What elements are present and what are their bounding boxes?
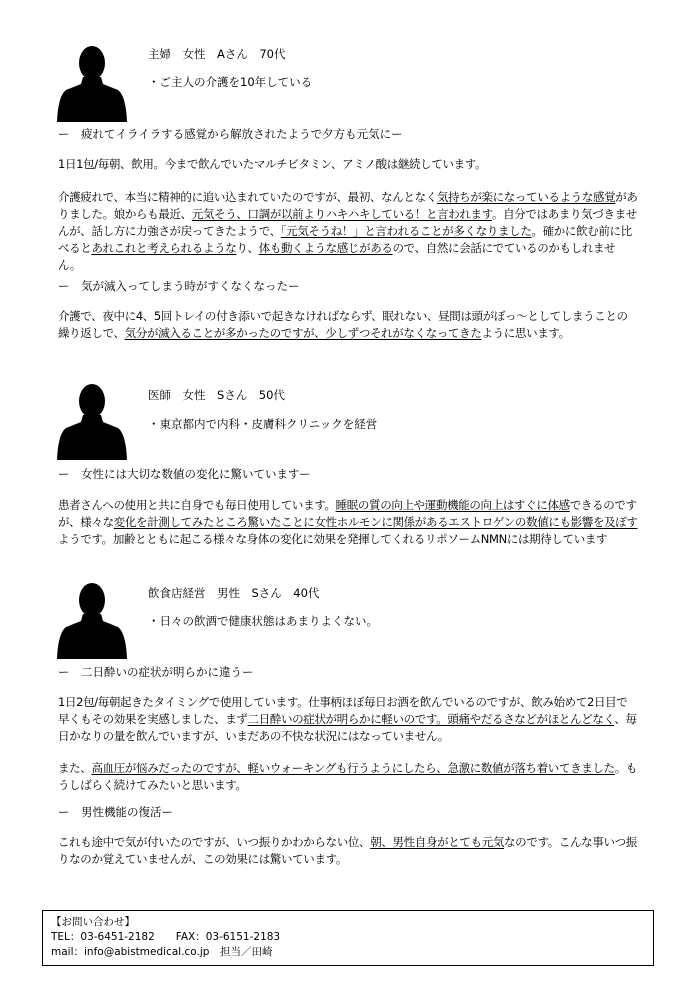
paragraph-text: 患者さんへの使用と共に自身でも毎日使用しています。 xyxy=(58,498,336,512)
heading-c1: ー 二日酔いの症状が明らかに違うー xyxy=(58,665,254,679)
underlined-text: 「元気そうね！」と言われることが多くなりました xyxy=(280,224,532,238)
contact-title: 【お問い合わせ】 xyxy=(51,916,135,928)
paragraph xyxy=(58,760,638,794)
paragraph-text: 。もうしばらく続けてみたいと思います。 xyxy=(58,761,638,792)
person-silhouette-icon xyxy=(56,581,128,659)
note-b: ・東京都内で内科・皮膚科クリニックを経営 xyxy=(148,417,378,431)
heading-a2: ー 気が滅入ってしまう時がすくなくなったー xyxy=(58,279,300,293)
paragraph-text: 。確かに飲む前に比べると xyxy=(58,224,632,255)
paragraph-text: 、毎日かなりの量を飲んでいますが、いまだあの不快な状況にはなっていません。 xyxy=(58,712,637,743)
paragraph xyxy=(58,156,638,173)
paragraph-text: 介護で、夜中に4、5回トレイの付き添いで起きなければならず、眠れない、昼間は頭がぼっ～としてしまうことの繰り返しで、 xyxy=(58,309,628,340)
underlined-text: 睡眠の質の向上や運動機能の向上はすぐに体感 xyxy=(335,498,570,512)
underlined-text: 高血圧が悩みだったのですが、軽いウォーキングも行うようにしたら、急激に数値が落ち着いてきました xyxy=(91,761,615,775)
profile-a: 主婦 女性 Aさん 70代 xyxy=(148,47,286,61)
paragraph-text: 1日1包/毎朝、飲用。今まで飲んでいたマルチビタミン、アミノ酸は継続しています。 xyxy=(58,157,487,171)
paragraph-text: ように思います。 xyxy=(481,326,570,340)
paragraph-text: 1日2包/毎朝起きたタイミングで使用しています。仕事柄ほぼ毎日お酒を飲んでいるのですが、飲み始めて2日目で早くもその効果を実感しました、まず xyxy=(58,695,628,726)
paragraph-text: また、 xyxy=(58,761,92,775)
paragraph-text: 介護疲れで、本当に精神的に追い込まれていたのですが、最初、なんとなく xyxy=(58,190,437,204)
note-a: ・ご主人の介護を10年している xyxy=(148,75,313,89)
underlined-text: 二日酔いの症状が明らかに軽いのです。頭痛やだるさなどがほとんどなく xyxy=(247,712,615,726)
profile-b: 医師 女性 Sさん 50代 xyxy=(148,388,285,402)
underlined-text: 変化を計測してみたところ驚いたことに女性ホルモンに関係があるエストロゲンの数値にも影響を及ぼす xyxy=(113,515,638,529)
paragraph xyxy=(58,308,638,342)
person-silhouette-icon xyxy=(56,44,128,122)
paragraph xyxy=(58,834,638,868)
underlined-text: 体も動くような感じがある xyxy=(258,241,393,255)
paragraph xyxy=(58,189,638,274)
person-silhouette-icon xyxy=(56,382,128,460)
paragraph-text: できるのですが、様々な xyxy=(58,498,637,529)
paragraph xyxy=(58,497,638,548)
underlined-text: 元気そう、口調が以前よりハキハキしている！と言われます xyxy=(191,207,492,221)
heading-b1: ー 女性には大切な数値の変化に驚いていますー xyxy=(58,467,311,481)
underlined-text: 朝、男性自身がとても元気 xyxy=(370,835,505,849)
underlined-text: あれこれと考えられるような xyxy=(91,241,237,255)
paragraph-text: り、 xyxy=(236,241,259,255)
paragraph xyxy=(58,694,638,745)
contact-box xyxy=(42,910,654,966)
note-c: ・日々の飲酒で健康状態はあまりよくない。 xyxy=(148,614,378,628)
paragraph-text: ので、自然に会話にでているのかもしれません。 xyxy=(58,241,616,272)
heading-a1: ー 疲れてイライラする感覚から解放されたようで夕方も元気にー xyxy=(58,127,403,141)
paragraph-text: 。自分ではあまり気づきませんが、話し方に力強さが戻ってきたようで、 xyxy=(58,207,637,238)
profile-c: 飲食店経営 男性 Sさん 40代 xyxy=(148,586,320,600)
heading-c2: ー 男性機能の復活ー xyxy=(58,805,173,819)
contact-mail: mail：info@abistmedical.co.jp 担当／田崎 xyxy=(51,946,273,958)
paragraph-text: なのです。こんな事いつ振りなのか覚えていませんが、この効果には驚いています。 xyxy=(58,835,637,866)
paragraph-text: がありました。娘からも最近、 xyxy=(58,190,638,221)
underlined-text: 気持ちが楽になっているような感覚 xyxy=(436,190,616,204)
paragraph-text: ようです。加齢とともに起こる様々な身体の変化に効果を発揮してくれるリポソームNMNには期待しています xyxy=(58,532,608,546)
contact-tel-fax: TEL：03-6451-2182 FAX：03-6151-2183 xyxy=(51,931,281,943)
underlined-text: 気分が滅入ることが多かったのですが、少しずつそれがなくなってきた xyxy=(124,326,482,340)
paragraph-text: これも途中で気が付いたのですが、いつ振りかわからない位、 xyxy=(58,835,371,849)
